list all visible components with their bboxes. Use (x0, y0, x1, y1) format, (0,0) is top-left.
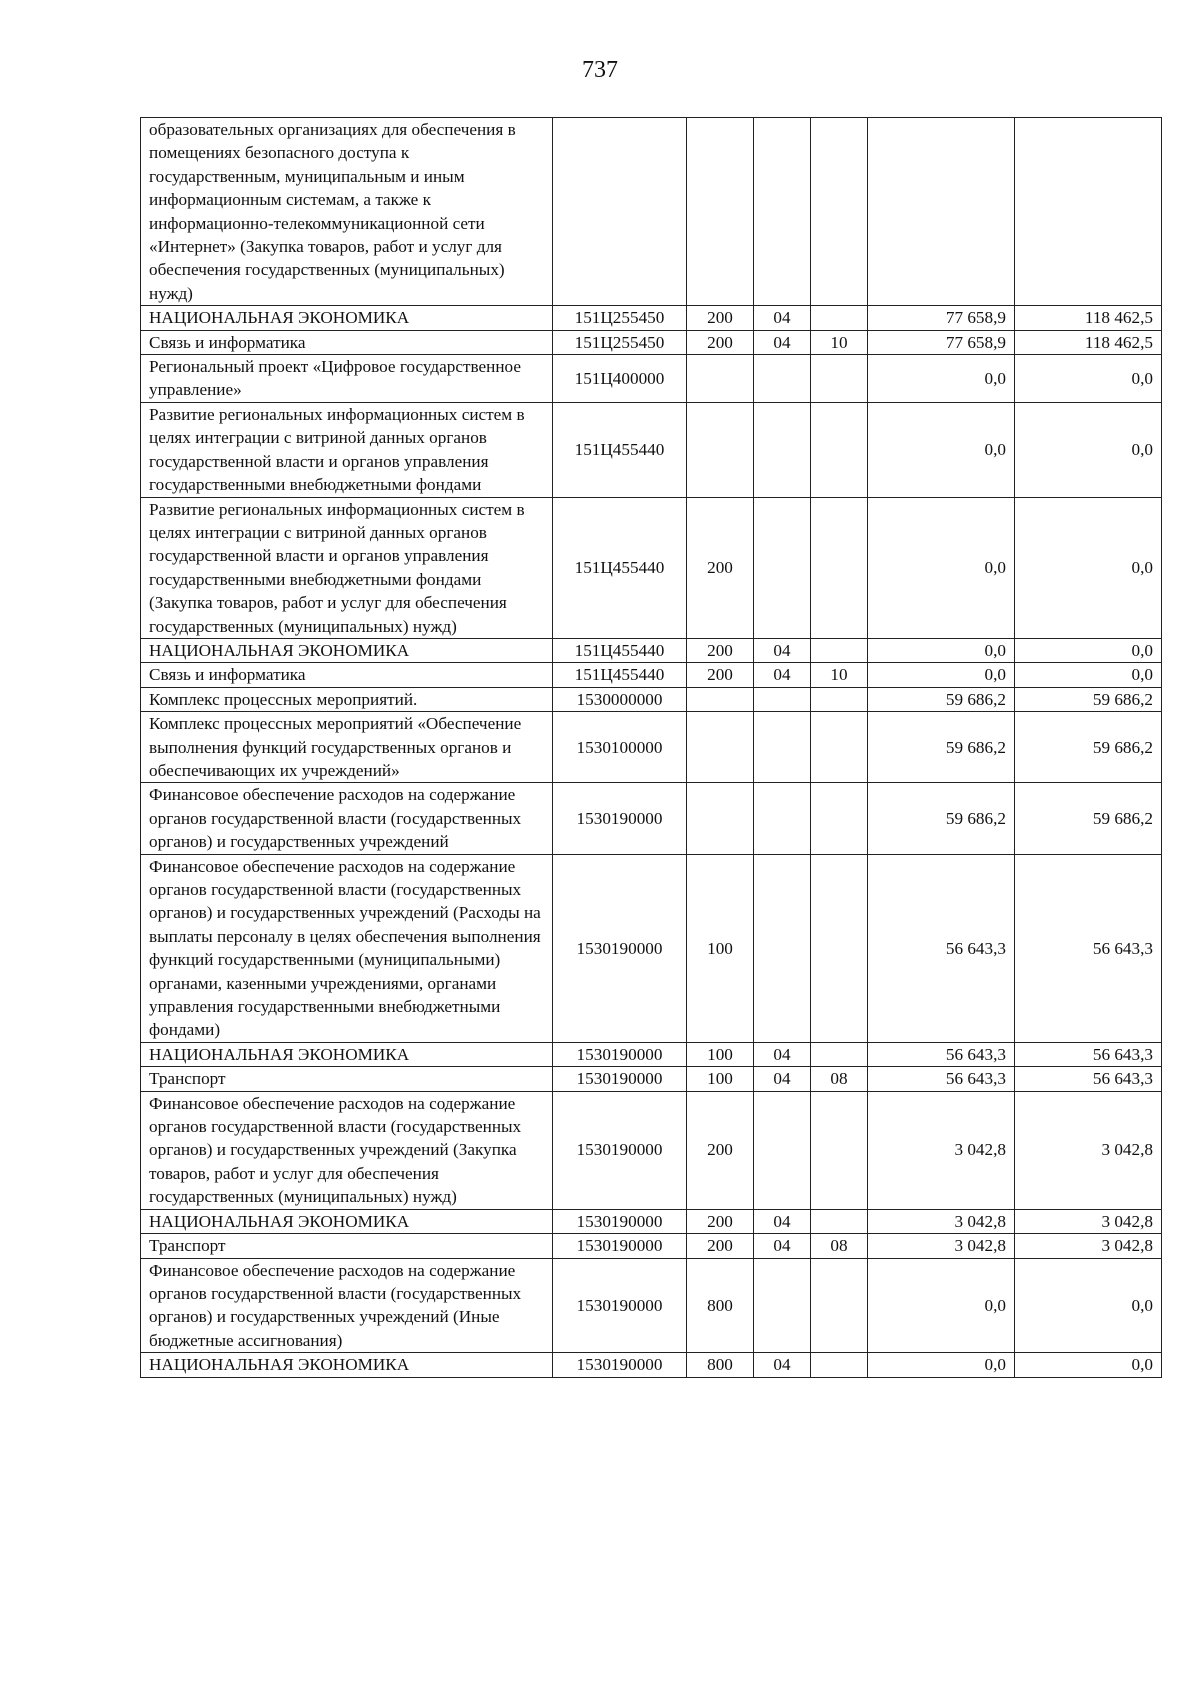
row-subsection (811, 1258, 868, 1353)
row-section: 04 (754, 330, 811, 354)
row-name: НАЦИОНАЛЬНАЯ ЭКОНОМИКА (141, 1353, 553, 1377)
row-section: 04 (754, 1353, 811, 1377)
row-amount-1 (868, 118, 1015, 306)
row-code: 1530000000 (553, 687, 687, 711)
row-subsection (811, 402, 868, 497)
row-amount-2: 3 042,8 (1015, 1209, 1162, 1233)
row-section (754, 497, 811, 638)
row-subsection: 10 (811, 663, 868, 687)
row-code: 1530190000 (553, 1091, 687, 1209)
row-amount-2: 0,0 (1015, 1258, 1162, 1353)
row-name: НАЦИОНАЛЬНАЯ ЭКОНОМИКА (141, 1209, 553, 1233)
row-amount-2: 0,0 (1015, 638, 1162, 662)
row-expense-type: 200 (687, 663, 754, 687)
row-expense-type: 100 (687, 1067, 754, 1091)
row-code: 1530190000 (553, 1209, 687, 1233)
row-code (553, 118, 687, 306)
budget-table (140, 117, 1162, 1378)
row-name: Комплекс процессных мероприятий «Обеспечение выполнения функций государственных органов и обеспечивающих их учреждений» (141, 712, 553, 783)
row-amount-2 (1015, 118, 1162, 306)
row-amount-1: 0,0 (868, 1258, 1015, 1353)
row-expense-type: 100 (687, 1042, 754, 1066)
row-name: Финансовое обеспечение расходов на содержание органов государственной власти (государственных органов) и государственных учреждений (Иные бюджетные ассигнования) (141, 1258, 553, 1353)
row-section: 04 (754, 1042, 811, 1066)
row-section (754, 783, 811, 854)
row-code: 151Ц455440 (553, 663, 687, 687)
row-name: Региональный проект «Цифровое государственное управление» (141, 355, 553, 403)
row-amount-2: 3 042,8 (1015, 1091, 1162, 1209)
table-row (141, 402, 1162, 497)
row-amount-1: 59 686,2 (868, 783, 1015, 854)
row-subsection (811, 1209, 868, 1233)
row-subsection: 10 (811, 330, 868, 354)
row-code: 151Ц455440 (553, 638, 687, 662)
row-code: 151Ц400000 (553, 355, 687, 403)
row-amount-1: 56 643,3 (868, 1067, 1015, 1091)
row-expense-type: 200 (687, 1209, 754, 1233)
table-row (141, 355, 1162, 403)
row-subsection (811, 783, 868, 854)
row-expense-type (687, 687, 754, 711)
table-row (141, 306, 1162, 330)
budget-table-body (141, 118, 1162, 1378)
page-number: 737 (582, 57, 618, 83)
table-row (141, 118, 1162, 306)
table-row (141, 687, 1162, 711)
row-name: Связь и информатика (141, 330, 553, 354)
row-code: 1530190000 (553, 1353, 687, 1377)
row-code: 1530190000 (553, 854, 687, 1042)
row-amount-1: 0,0 (868, 355, 1015, 403)
row-expense-type: 200 (687, 1234, 754, 1258)
table-row (141, 1258, 1162, 1353)
row-code: 1530190000 (553, 783, 687, 854)
row-section (754, 1258, 811, 1353)
row-amount-1: 0,0 (868, 638, 1015, 662)
row-section (754, 118, 811, 306)
row-code: 1530190000 (553, 1042, 687, 1066)
row-amount-2: 0,0 (1015, 355, 1162, 403)
table-row (141, 712, 1162, 783)
row-subsection (811, 1042, 868, 1066)
row-subsection (811, 118, 868, 306)
row-expense-type (687, 118, 754, 306)
row-name: НАЦИОНАЛЬНАЯ ЭКОНОМИКА (141, 638, 553, 662)
row-name: Развитие региональных информационных систем в целях интеграции с витриной данных органов государственной власти и органов управления государственными внебюджетными фондами (Закупка товаров, работ и услуг для обеспечения государственных (муниципальных) нужд) (141, 497, 553, 638)
row-expense-type: 200 (687, 638, 754, 662)
row-expense-type: 800 (687, 1258, 754, 1353)
row-amount-2: 59 686,2 (1015, 783, 1162, 854)
row-amount-1: 59 686,2 (868, 712, 1015, 783)
row-amount-1: 56 643,3 (868, 854, 1015, 1042)
row-amount-1: 0,0 (868, 1353, 1015, 1377)
row-section: 04 (754, 1067, 811, 1091)
row-name: образовательных организациях для обеспечения в помещениях безопасного доступа к государственным, муниципальным и иным информационным системам, а также к информационно-телекоммуникационной сети «Интернет» (Закупка товаров, работ и услуг для обеспечения государственных (муниципальных) нужд) (141, 118, 553, 306)
row-name: Транспорт (141, 1067, 553, 1091)
table-row (141, 330, 1162, 354)
row-amount-2: 56 643,3 (1015, 854, 1162, 1042)
table-row (141, 1067, 1162, 1091)
row-name: Финансовое обеспечение расходов на содержание органов государственной власти (государственных органов) и государственных учреждений (Расходы на выплаты персоналу в целях обеспечения выполнения функций государственными (муниципальными) органами, казенными учреждениями, органами управления государственными внебюджетными фондами) (141, 854, 553, 1042)
row-expense-type (687, 402, 754, 497)
row-amount-1: 3 042,8 (868, 1209, 1015, 1233)
table-row (141, 1091, 1162, 1209)
row-amount-1: 59 686,2 (868, 687, 1015, 711)
table-row (141, 1353, 1162, 1377)
table-row (141, 663, 1162, 687)
row-code: 151Ц255450 (553, 306, 687, 330)
row-name: НАЦИОНАЛЬНАЯ ЭКОНОМИКА (141, 1042, 553, 1066)
row-amount-1: 3 042,8 (868, 1234, 1015, 1258)
row-amount-2: 0,0 (1015, 402, 1162, 497)
row-code: 1530100000 (553, 712, 687, 783)
row-expense-type: 200 (687, 497, 754, 638)
row-subsection (811, 1091, 868, 1209)
row-name: НАЦИОНАЛЬНАЯ ЭКОНОМИКА (141, 306, 553, 330)
row-name: Финансовое обеспечение расходов на содержание органов государственной власти (государственных органов) и государственных учреждений (Закупка товаров, работ и услуг для обеспечения государственных (муниципальных) нужд) (141, 1091, 553, 1209)
row-name: Связь и информатика (141, 663, 553, 687)
table-row (141, 1042, 1162, 1066)
row-subsection (811, 687, 868, 711)
row-name: Транспорт (141, 1234, 553, 1258)
row-amount-2: 56 643,3 (1015, 1042, 1162, 1066)
row-section (754, 355, 811, 403)
row-amount-2: 56 643,3 (1015, 1067, 1162, 1091)
row-section: 04 (754, 663, 811, 687)
row-amount-2: 0,0 (1015, 497, 1162, 638)
row-amount-1: 3 042,8 (868, 1091, 1015, 1209)
row-expense-type: 200 (687, 330, 754, 354)
row-amount-2: 118 462,5 (1015, 330, 1162, 354)
row-section (754, 687, 811, 711)
row-expense-type (687, 712, 754, 783)
row-section: 04 (754, 638, 811, 662)
row-section (754, 854, 811, 1042)
row-section: 04 (754, 1209, 811, 1233)
table-row (141, 497, 1162, 638)
row-subsection (811, 712, 868, 783)
row-amount-2: 59 686,2 (1015, 687, 1162, 711)
table-row (141, 783, 1162, 854)
row-amount-1: 77 658,9 (868, 330, 1015, 354)
row-section: 04 (754, 306, 811, 330)
row-amount-1: 0,0 (868, 402, 1015, 497)
row-expense-type (687, 783, 754, 854)
row-section (754, 712, 811, 783)
table-row (141, 1209, 1162, 1233)
row-amount-2: 0,0 (1015, 663, 1162, 687)
row-amount-1: 0,0 (868, 663, 1015, 687)
row-expense-type: 200 (687, 1091, 754, 1209)
row-code: 151Ц455440 (553, 497, 687, 638)
row-section: 04 (754, 1234, 811, 1258)
row-amount-2: 0,0 (1015, 1353, 1162, 1377)
row-subsection (811, 638, 868, 662)
row-section (754, 1091, 811, 1209)
row-name: Финансовое обеспечение расходов на содержание органов государственной власти (государственных органов) и государственных учреждений (141, 783, 553, 854)
row-subsection (811, 355, 868, 403)
row-expense-type (687, 355, 754, 403)
row-amount-2: 3 042,8 (1015, 1234, 1162, 1258)
row-section (754, 402, 811, 497)
table-row (141, 638, 1162, 662)
row-code: 151Ц255450 (553, 330, 687, 354)
row-code: 1530190000 (553, 1258, 687, 1353)
row-code: 1530190000 (553, 1067, 687, 1091)
row-expense-type: 100 (687, 854, 754, 1042)
row-amount-1: 56 643,3 (868, 1042, 1015, 1066)
row-subsection (811, 1353, 868, 1377)
row-amount-1: 0,0 (868, 497, 1015, 638)
row-amount-2: 118 462,5 (1015, 306, 1162, 330)
row-expense-type: 200 (687, 306, 754, 330)
row-amount-1: 77 658,9 (868, 306, 1015, 330)
row-name: Развитие региональных информационных систем в целях интеграции с витриной данных органов государственной власти и органов управления государственными внебюджетными фондами (141, 402, 553, 497)
row-expense-type: 800 (687, 1353, 754, 1377)
row-subsection: 08 (811, 1234, 868, 1258)
table-row (141, 854, 1162, 1042)
row-subsection (811, 854, 868, 1042)
row-code: 151Ц455440 (553, 402, 687, 497)
row-subsection (811, 497, 868, 638)
row-amount-2: 59 686,2 (1015, 712, 1162, 783)
row-code: 1530190000 (553, 1234, 687, 1258)
row-name: Комплекс процессных мероприятий. (141, 687, 553, 711)
row-subsection (811, 306, 868, 330)
row-subsection: 08 (811, 1067, 868, 1091)
table-row (141, 1234, 1162, 1258)
